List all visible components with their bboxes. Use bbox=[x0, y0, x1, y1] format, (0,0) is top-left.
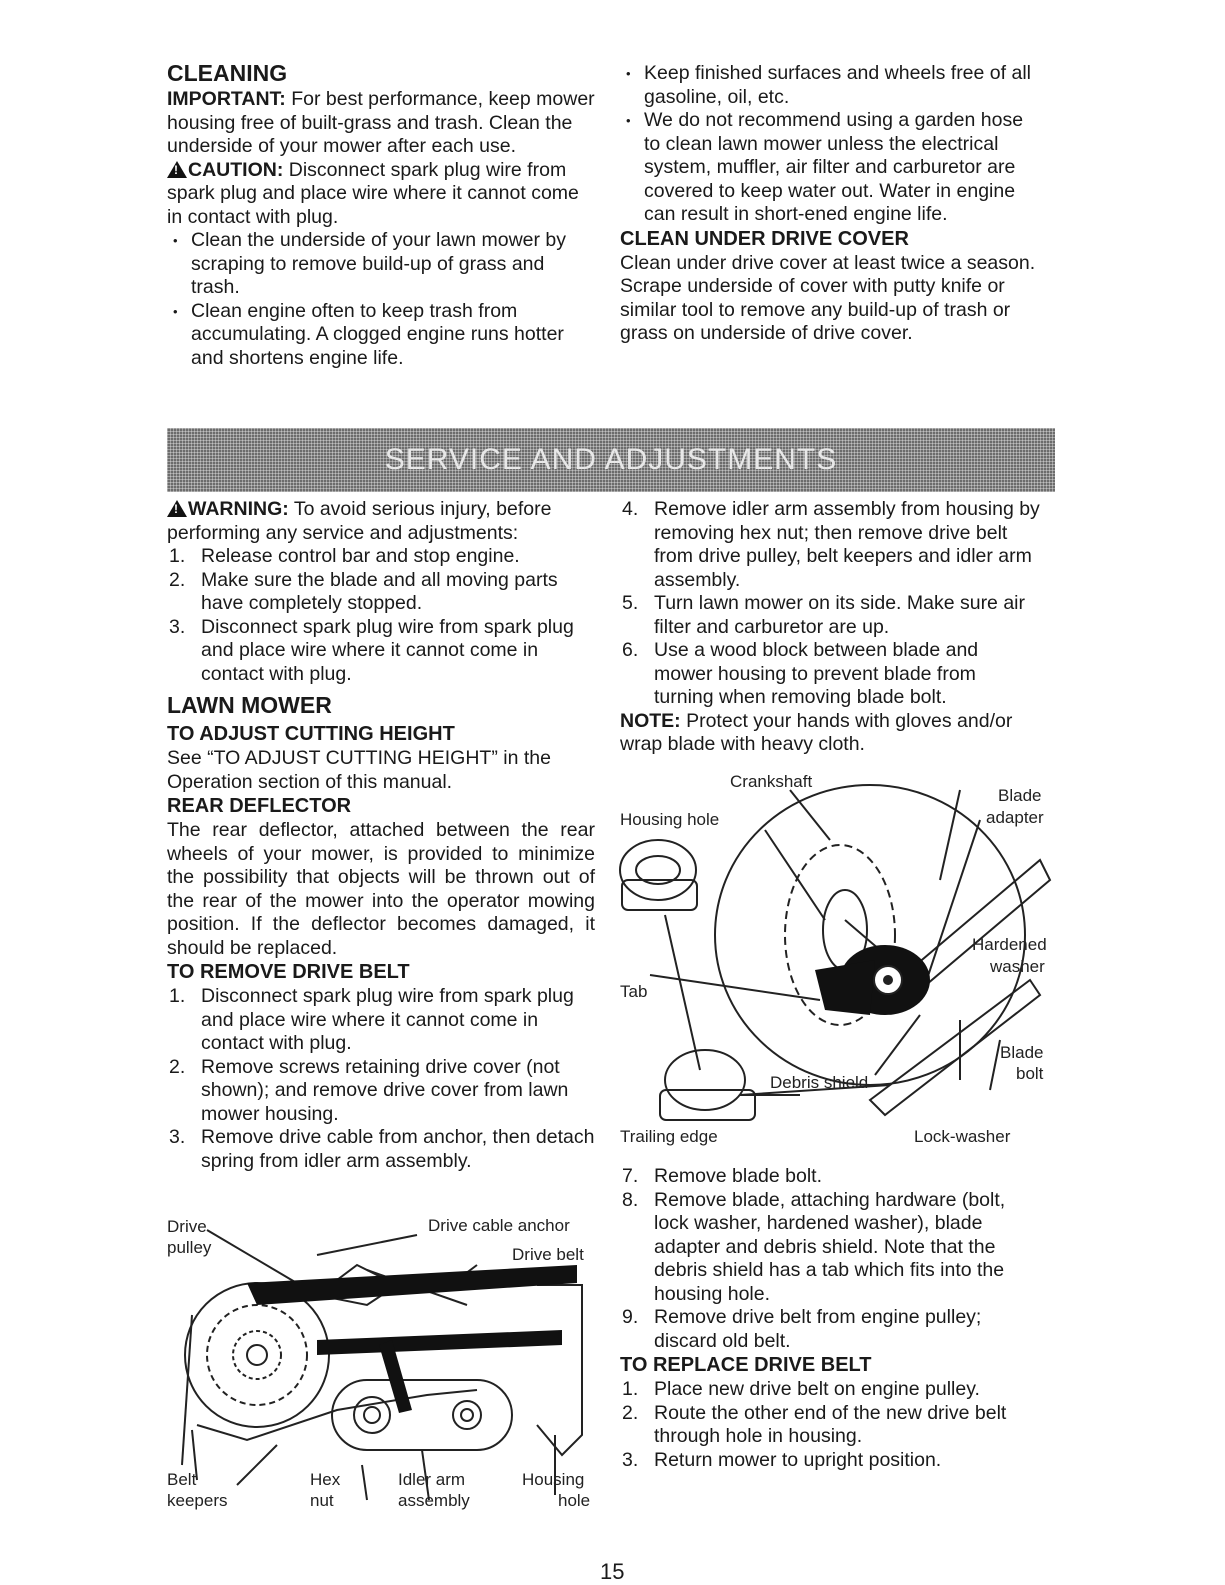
label-hex: Hex bbox=[310, 1470, 341, 1489]
cutting-height-text: See “TO ADJUST CUTTING HEIGHT” in the Operation section of this manual. bbox=[167, 747, 551, 793]
note-paragraph bbox=[620, 710, 1040, 757]
step: 8. Remove blade, attaching hardware (bolt, lock washer, hardened washer), blade adapter and debris shield. Note that the debris shield has a tab which fits into the housing hole. bbox=[622, 1188, 1006, 1305]
replace-step: 1. Place new drive belt on engine pulley. bbox=[622, 1378, 980, 1400]
cleaning-bullet: • Clean the underside of your lawn mower by scraping to remove build-up of grass and trash. bbox=[167, 229, 597, 300]
label-hardened: Hardened bbox=[972, 935, 1047, 954]
label-lock-washer: Lock-washer bbox=[914, 1127, 1011, 1146]
right-service-column-bottom bbox=[620, 1165, 1040, 1472]
note-label: NOTE: bbox=[620, 709, 681, 732]
important-text: For best performance, keep mower housing free of built-grass and trash. Clean the underside of your mower after each use. bbox=[167, 88, 595, 157]
label-hole: hole bbox=[558, 1491, 591, 1510]
warning-step: 2. Make sure the blade and all moving parts have completely stopped. bbox=[169, 568, 558, 614]
cleaning-bullet: • Clean engine often to keep trash from accumulating. A clogged engine runs hotter and shortens engine life. bbox=[167, 300, 597, 371]
cleaning-heading: CLEANING bbox=[167, 60, 288, 86]
label-nut: nut bbox=[310, 1491, 334, 1510]
warning-label: WARNING: bbox=[188, 498, 289, 520]
remove-belt-step: 3. Remove drive cable from anchor, then detach spring from idler arm assembly. bbox=[169, 1126, 595, 1172]
lawn-mower-heading: LAWN MOWER bbox=[167, 692, 332, 718]
label-adapter: adapter bbox=[986, 808, 1044, 827]
rear-deflector-text: The rear deflector, attached between the rear wheels of your mower, is provided to minimize the possibility that objects will be thrown out of the rear of the mower into the operator mowing position. If the deflector becomes damaged, it should be replaced. bbox=[167, 819, 595, 959]
label-pulley: pulley bbox=[167, 1238, 212, 1257]
right-bullet: • Keep finished surfaces and wheels free of all gasoline, oil, etc. bbox=[620, 62, 1040, 109]
label-crankshaft: Crankshaft bbox=[730, 772, 813, 791]
right-top-section bbox=[620, 62, 1040, 346]
replace-belt-heading: TO REPLACE DRIVE BELT bbox=[620, 1354, 872, 1376]
label-belt: Belt bbox=[167, 1470, 197, 1489]
caution-icon bbox=[167, 161, 187, 178]
important-paragraph bbox=[167, 88, 597, 159]
left-service-column bbox=[167, 498, 595, 1173]
step: 7. Remove blade bolt. bbox=[622, 1165, 823, 1187]
label-debris-shield: Debris shield bbox=[770, 1073, 869, 1092]
step: 4. Remove idler arm assembly from housing by removing hex nut; then remove drive belt from drive pulley, belt keepers and idler arm assembly. bbox=[622, 498, 1040, 591]
label-blade: Blade bbox=[998, 786, 1042, 805]
remove-belt-step: 1. Disconnect spark plug wire from spark plug and place wire where it cannot come in contact with plug. bbox=[169, 985, 574, 1054]
remove-belt-heading: TO REMOVE DRIVE BELT bbox=[167, 961, 410, 983]
caution-label: CAUTION: bbox=[188, 158, 284, 181]
note-text: Protect your hands with gloves and/or wrap blade with heavy cloth. bbox=[620, 709, 1013, 755]
label-drive-cable-anchor: Drive cable anchor bbox=[428, 1216, 570, 1235]
label-drive: Drive bbox=[167, 1217, 207, 1236]
label-drive-belt: Drive belt bbox=[512, 1245, 584, 1264]
banner-title: SERVICE AND ADJUSTMENTS bbox=[384, 443, 838, 476]
label-housing-hole: Housing hole bbox=[620, 810, 720, 829]
important-label: IMPORTANT: bbox=[167, 88, 286, 110]
label-tab: Tab bbox=[620, 982, 648, 1001]
label-blade-bolt-2: bolt bbox=[1016, 1064, 1044, 1083]
drive-cover-text: Clean under drive cover at least twice a season. Scrape underside of cover with putty knife or similar tool to remove any build-up of trash or grass on underside of drive cover. bbox=[620, 251, 1036, 344]
caution-paragraph bbox=[167, 159, 597, 230]
section-banner bbox=[167, 428, 1055, 492]
label-assembly: assembly bbox=[398, 1491, 470, 1510]
label-trailing-edge: Trailing edge bbox=[620, 1127, 718, 1146]
warning-step: 1. Release control bar and stop engine. bbox=[169, 545, 520, 567]
caution-text: Disconnect spark plug wire from spark plug and place wire where it cannot come in contact with plug. bbox=[167, 158, 579, 228]
label-washer: washer bbox=[990, 957, 1045, 976]
right-service-column-top bbox=[620, 498, 1040, 757]
remove-belt-step: 2. Remove screws retaining drive cover (not shown); and remove drive cover from lawn mower housing. bbox=[169, 1055, 569, 1125]
label-idler-arm: Idler arm bbox=[398, 1470, 466, 1489]
rear-deflector-heading: REAR DEFLECTOR bbox=[167, 795, 352, 817]
label-keepers: keepers bbox=[167, 1491, 228, 1510]
right-bullet: • We do not recommend using a garden hose to clean lawn mower unless the electrical system, muffler, air filter and carburetor are covered to keep water out. Water in engine can result in short-ened engine life. bbox=[620, 109, 1040, 227]
label-housing: Housing bbox=[522, 1470, 585, 1489]
cleaning-section bbox=[167, 58, 597, 370]
step: 5. Turn lawn mower on its side. Make sure air filter and carburetor are up. bbox=[622, 592, 1025, 638]
warning-text: To avoid serious injury, before performing any service and adjustments: bbox=[167, 498, 552, 544]
step: 9. Remove drive belt from engine pulley; discard old belt. bbox=[622, 1306, 982, 1352]
replace-step: 3. Return mower to upright position. bbox=[622, 1448, 942, 1471]
warning-paragraph bbox=[167, 498, 595, 545]
page-number: 15 bbox=[600, 1559, 625, 1584]
step: 6. Use a wood block between blade and mower housing to prevent blade from turning when removing blade bolt. bbox=[622, 639, 979, 708]
warning-icon bbox=[167, 500, 187, 517]
label-blade-bolt-1: Blade bbox=[1000, 1043, 1044, 1062]
drive-cover-heading: CLEAN UNDER DRIVE COVER bbox=[620, 227, 909, 250]
warning-step: 3. Disconnect spark plug wire from spark plug and place wire where it cannot come in contact with plug. bbox=[169, 615, 574, 685]
cutting-height-heading: TO ADJUST CUTTING HEIGHT bbox=[167, 723, 455, 745]
replace-step: 2. Route the other end of the new drive belt through hole in housing. bbox=[622, 1401, 1007, 1447]
